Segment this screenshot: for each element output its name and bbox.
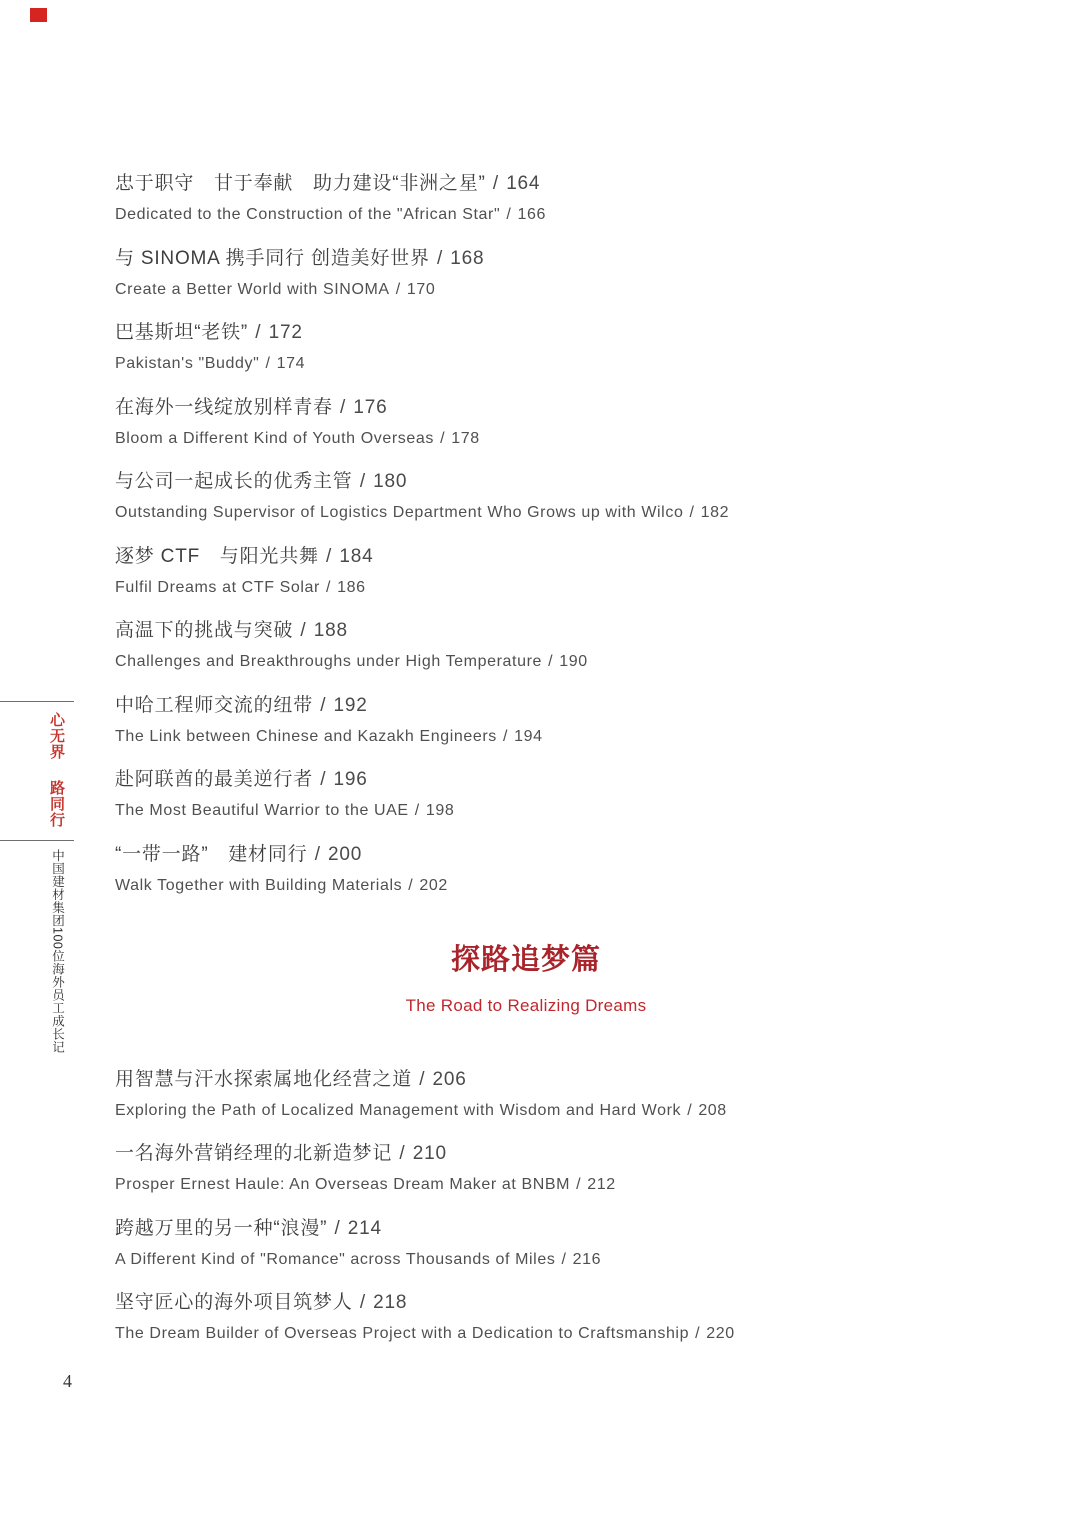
- toc-entry-title-zh: 在海外一线绽放别样青春: [115, 396, 333, 418]
- sidebar-rule-bottom: [0, 840, 74, 841]
- toc-entry-line-zh: [115, 171, 937, 197]
- toc-entry-title-zh: 逐梦 CTF 与阳光共舞: [115, 545, 319, 567]
- toc-entry-line-en: [115, 726, 937, 748]
- toc-entry-separator: /: [300, 620, 307, 641]
- toc-entry-separator: /: [255, 322, 262, 343]
- toc-entry-page-zh: 200: [328, 843, 363, 865]
- toc-entry-line-zh: [115, 544, 937, 570]
- toc-entry-separator: /: [359, 1292, 366, 1313]
- toc-entry: [115, 618, 937, 673]
- toc-entry-title-zh: 中哈工程师交流的纽带: [115, 694, 314, 716]
- toc-entry: [115, 767, 937, 822]
- sidebar-series-title-vertical: 中国建材集团100位海外员工成长记: [50, 849, 65, 1054]
- toc-entry-page-en: 166: [517, 206, 546, 223]
- toc-entry-page-en: 198: [425, 802, 455, 819]
- toc-entry-title-en: Prosper Ernest Haule: An Overseas Dream Maker at BNBM: [115, 1176, 571, 1193]
- toc-entry: [115, 1141, 937, 1196]
- toc-entry-separator: /: [265, 355, 271, 372]
- toc-entry-page-zh: 214: [347, 1217, 382, 1239]
- toc-entry-separator: /: [340, 396, 347, 418]
- toc-entry-title-en: Exploring the Path of Localized Management with Wisdom and Hard Work: [115, 1101, 682, 1119]
- toc-entry-page-zh: 196: [333, 769, 368, 790]
- toc-entry-title-en: A Different Kind of "Romance" across Thousands of Miles: [115, 1250, 556, 1268]
- toc-entry-line-zh: [115, 693, 937, 719]
- toc-entry-separator: /: [548, 653, 554, 670]
- sidebar-slogan-vertical: [49, 712, 64, 828]
- toc-entry: [115, 1216, 937, 1271]
- toc-entry-page-en: 220: [706, 1325, 735, 1342]
- toc-entry-separator: /: [695, 1325, 701, 1342]
- toc-entry-title-en: Dedicated to the Construction of the "African Star": [115, 206, 501, 223]
- toc-entry-separator: /: [314, 843, 321, 865]
- toc-entry-separator: /: [359, 471, 366, 492]
- toc-entry-separator: /: [320, 769, 327, 790]
- toc-entry-line-en: [115, 353, 937, 375]
- toc-entry-page-en: 170: [406, 280, 436, 298]
- toc-entry-page-zh: 210: [412, 1143, 447, 1164]
- toc: [115, 171, 937, 1365]
- toc-entry-line-zh: [115, 246, 937, 272]
- toc-entry-page-en: 178: [451, 429, 480, 447]
- toc-entry-separator: /: [689, 504, 695, 521]
- toc-entry: [115, 1067, 937, 1122]
- toc-entry-separator: /: [576, 1176, 582, 1193]
- toc-entry-line-zh: [115, 395, 937, 421]
- toc-entry-title-en: Fulfil Dreams at CTF Solar: [115, 578, 320, 596]
- toc-entry-title-zh: “一带一路” 建材同行: [115, 843, 308, 865]
- toc-entry-title-zh: 赴阿联酋的最美逆行者: [115, 769, 314, 790]
- toc-entry-title-en: Challenges and Breakthroughs under High Temperature: [115, 653, 542, 670]
- toc-entry-separator: /: [440, 429, 446, 447]
- toc-entry-separator: /: [326, 545, 333, 567]
- toc-entry-separator: /: [320, 694, 327, 716]
- toc-entry-separator: /: [414, 802, 420, 819]
- toc-entry-page-en: 212: [587, 1176, 616, 1193]
- toc-entry-page-en: 208: [698, 1101, 727, 1119]
- toc-entry-separator: /: [326, 578, 332, 596]
- toc-entry-separator: /: [408, 876, 414, 894]
- toc-entry-page-zh: 180: [373, 471, 408, 492]
- toc-entry-page-en: 216: [572, 1250, 602, 1268]
- toc-entry-page-zh: 184: [339, 545, 374, 567]
- toc-entry: [115, 544, 937, 599]
- sidebar-slogan-line1: 心无界: [48, 712, 65, 760]
- toc-entry-line-zh: [115, 1216, 937, 1242]
- toc-entry-separator: /: [561, 1250, 567, 1268]
- toc-entry-line-zh: [115, 469, 937, 495]
- toc-entry-title-zh: 用智慧与汗水探索属地化经营之道: [115, 1068, 413, 1090]
- toc-entry-page-zh: 176: [353, 396, 388, 418]
- toc-entry-title-zh: 高温下的挑战与突破: [115, 620, 294, 641]
- toc-entry: [115, 693, 937, 748]
- toc-entry-separator: /: [395, 280, 401, 298]
- toc-entry-line-en: [115, 577, 937, 599]
- toc-entry-line-zh: [115, 1067, 937, 1093]
- toc-entry-line-en: [115, 502, 937, 524]
- toc-entry-title-zh: 跨越万里的另一种“浪漫”: [115, 1217, 328, 1239]
- toc-entry-title-zh: 忠于职守 甘于奉献 助力建设“非洲之星”: [115, 173, 486, 194]
- toc-entry-line-en: [115, 428, 937, 450]
- toc-entry-separator: /: [419, 1068, 426, 1090]
- toc-entry-page-en: 194: [514, 727, 543, 745]
- toc-entry-page-zh: 192: [333, 694, 368, 716]
- toc-entry: [115, 1290, 937, 1345]
- toc-entry-line-en: [115, 279, 937, 301]
- toc-entry: [115, 320, 937, 375]
- toc-entry: [115, 842, 937, 897]
- toc-entry-title-en: Bloom a Different Kind of Youth Overseas: [115, 429, 434, 447]
- toc-entry-title-zh: 与公司一起成长的优秀主管: [115, 471, 353, 492]
- toc-entry-page-zh: 206: [432, 1068, 467, 1090]
- toc-entry: [115, 246, 937, 301]
- toc-entry-line-zh: [115, 1141, 937, 1167]
- toc-entry-separator: /: [399, 1143, 406, 1164]
- toc-entry-line-en: [115, 800, 937, 822]
- toc-entry-line-en: [115, 204, 937, 226]
- toc-entry-page-zh: 188: [313, 620, 348, 641]
- toc-entry-line-en: [115, 1249, 937, 1271]
- toc-entry-page-zh: 218: [373, 1292, 408, 1313]
- toc-entry-page-en: 182: [700, 504, 730, 521]
- toc-entry-line-zh: [115, 320, 937, 346]
- toc-entry-title-en: Pakistan's "Buddy": [115, 355, 260, 372]
- toc-entry-title-en: Outstanding Supervisor of Logistics Department Who Grows up with Wilco: [115, 504, 684, 521]
- toc-entry-line-en: [115, 651, 937, 673]
- toc-entry-page-en: 190: [559, 653, 588, 670]
- toc-entry-line-zh: [115, 767, 937, 793]
- toc-entry: [115, 171, 937, 226]
- section-title-zh: 探路追梦篇: [450, 944, 601, 976]
- toc-entry-page-zh: 164: [506, 173, 541, 194]
- toc-entry-separator: /: [492, 173, 499, 194]
- toc-entry-separator: /: [502, 727, 509, 745]
- toc-entry-line-en: [115, 1323, 937, 1345]
- toc-entry-separator: /: [506, 206, 512, 223]
- toc-entry: [115, 469, 937, 524]
- sidebar-rule-top: [0, 701, 74, 702]
- corner-mark: [30, 8, 47, 22]
- toc-entry-line-en: [115, 1100, 937, 1122]
- toc-entry-title-en: The Link between Chinese and Kazakh Engineers: [115, 727, 497, 745]
- page-number: 4: [63, 1371, 72, 1391]
- toc-entry-separator: /: [436, 247, 444, 269]
- toc-entry-title-zh: 坚守匠心的海外项目筑梦人: [115, 1292, 353, 1313]
- toc-entry-page-en: 202: [419, 876, 448, 894]
- toc-entry-title-en: Walk Together with Building Materials: [115, 876, 403, 894]
- toc-entry-separator: /: [334, 1217, 341, 1239]
- toc-entry-line-en: [115, 1174, 937, 1196]
- toc-entry-title-en: The Dream Builder of Overseas Project with a Dedication to Craftsmanship: [115, 1325, 690, 1342]
- toc-entry-line-en: [115, 875, 937, 897]
- toc-entry-title-zh: 与 SINOMA 携手同行 创造美好世界: [115, 247, 430, 269]
- toc-entry-title-zh: 巴基斯坦“老铁”: [115, 322, 249, 343]
- section-title-en: The Road to Realizing Dreams: [405, 996, 647, 1015]
- toc-entry-line-zh: [115, 618, 937, 644]
- toc-entry-line-zh: [115, 842, 937, 868]
- sidebar-slogan-line2: 路同行: [48, 780, 65, 828]
- toc-entry: [115, 395, 937, 450]
- toc-entry-title-en: Create a Better World with SINOMA: [115, 280, 390, 298]
- toc-entry-title-en: The Most Beautiful Warrior to the UAE: [115, 802, 409, 819]
- toc-entry-page-zh: 172: [268, 322, 303, 343]
- toc-entry-page-en: 174: [276, 355, 306, 372]
- toc-entry-title-zh: 一名海外营销经理的北新造梦记: [115, 1143, 393, 1164]
- toc-entry-line-zh: [115, 1290, 937, 1316]
- toc-entry-page-zh: 168: [450, 247, 485, 269]
- toc-entry-separator: /: [687, 1101, 693, 1119]
- section-divider: [115, 940, 937, 1018]
- toc-entry-page-en: 186: [337, 578, 366, 596]
